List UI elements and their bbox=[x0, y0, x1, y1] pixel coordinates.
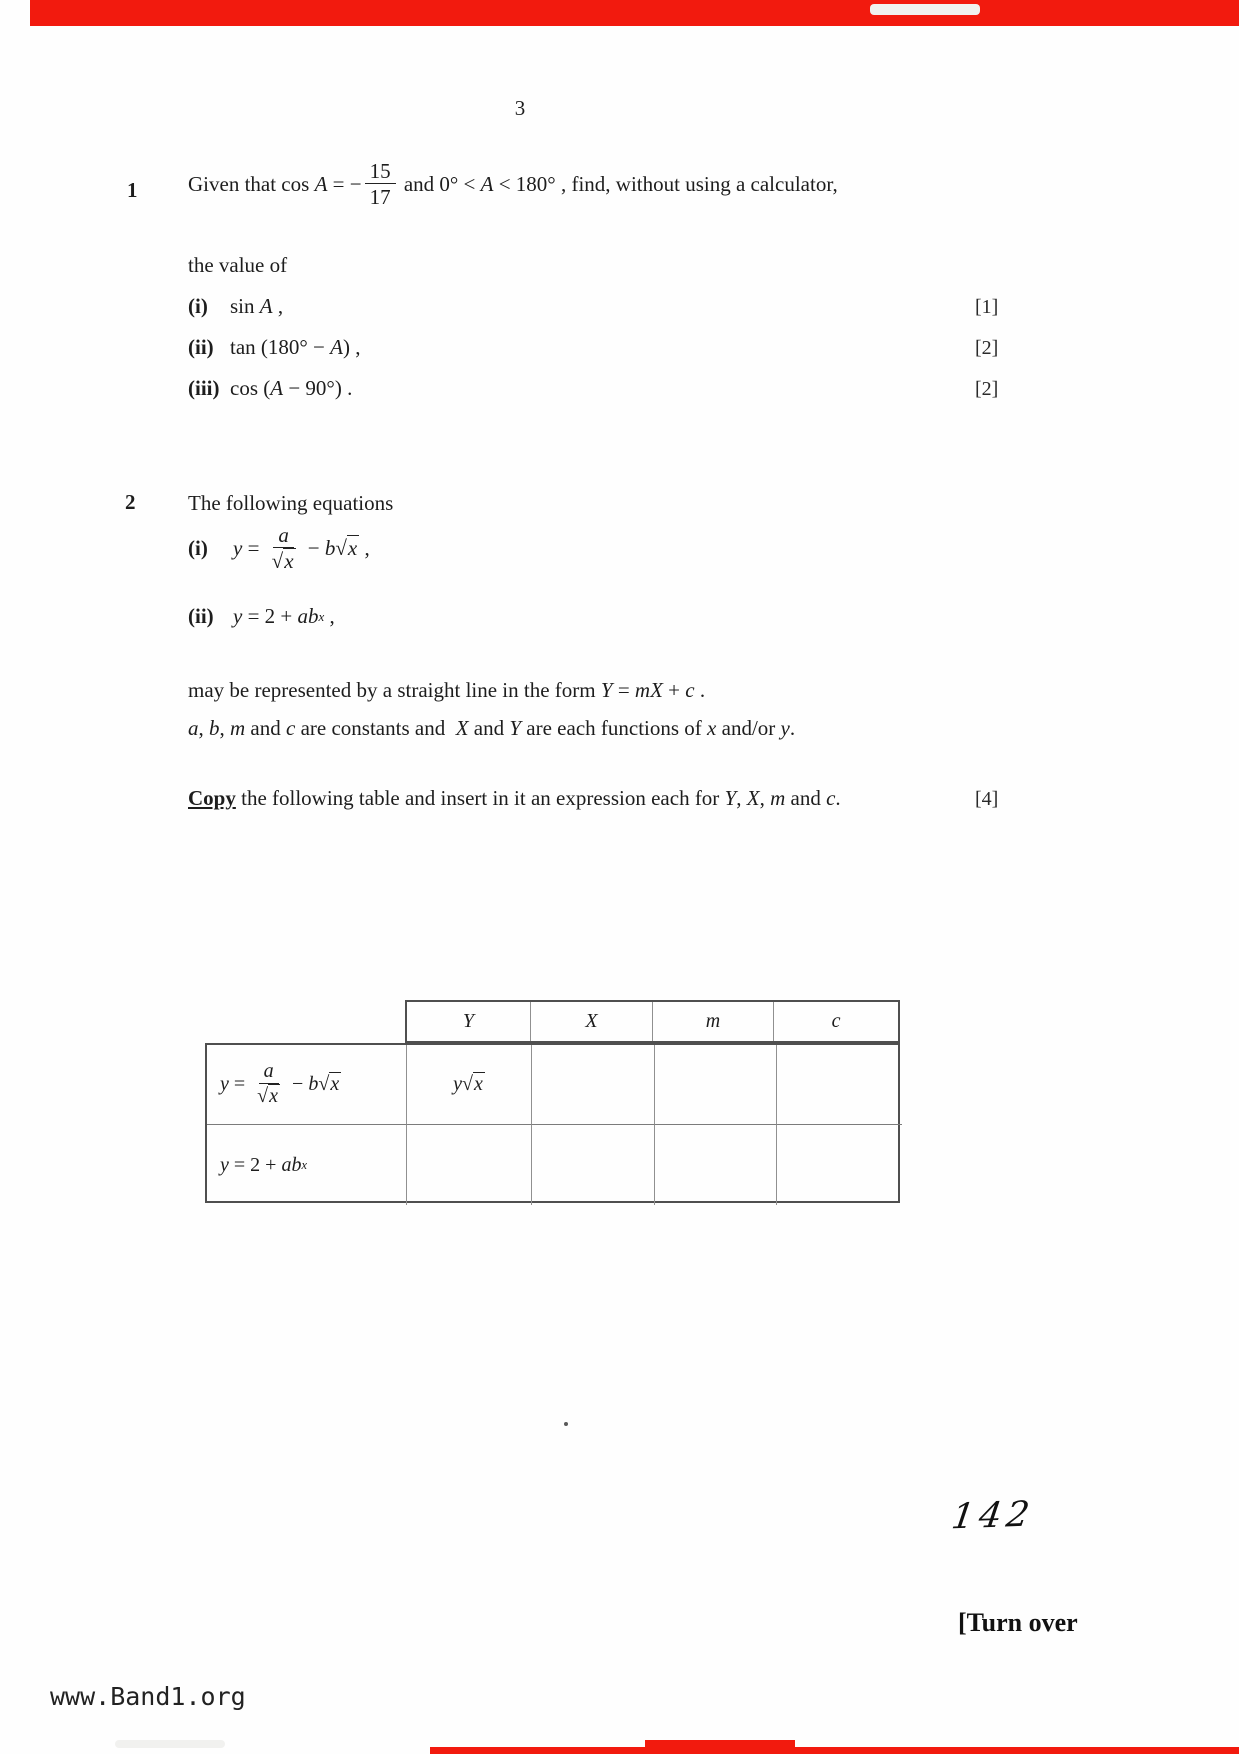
radicand: x bbox=[330, 1073, 340, 1095]
turn-over-label: [Turn over bbox=[958, 1608, 1078, 1637]
marks-badge: [4] bbox=[975, 788, 999, 810]
item-expression-end: − 90°) . bbox=[283, 376, 353, 400]
row2-equation bbox=[220, 1154, 307, 1177]
eq-comma: , bbox=[359, 536, 370, 561]
eq-ab: ab bbox=[297, 604, 319, 628]
scan-dot bbox=[564, 1422, 568, 1426]
eq-comma: , bbox=[324, 604, 335, 628]
q2-copy-instruction bbox=[188, 786, 841, 811]
watermark-url: www.Band1.org bbox=[50, 1682, 246, 1711]
marks-badge: [1] bbox=[975, 296, 999, 318]
table-row1-equation-cell bbox=[207, 1045, 407, 1125]
q1-var-A: A bbox=[480, 172, 494, 197]
para-text: are constants and bbox=[295, 716, 456, 740]
radicand: x bbox=[473, 1073, 483, 1095]
scan-noise bbox=[870, 4, 980, 15]
para-var: m bbox=[770, 786, 786, 810]
fraction-a-over-sqrt-x bbox=[268, 524, 300, 573]
para-var: mX bbox=[634, 678, 663, 702]
eq-minus: − bbox=[302, 536, 325, 561]
q1-text: < 180° , find, without using a calculator, bbox=[493, 172, 838, 197]
table-row1-X-cell bbox=[532, 1045, 655, 1125]
table-row1-Y-cell bbox=[407, 1045, 532, 1125]
radicand: x bbox=[347, 536, 358, 561]
para-text: , bbox=[198, 716, 209, 740]
para-text: , bbox=[759, 786, 771, 810]
fraction-denominator bbox=[253, 1084, 284, 1108]
eq-equals: = bbox=[228, 1073, 251, 1095]
fraction-denominator: 17 bbox=[369, 185, 391, 210]
fraction-numerator: a bbox=[259, 1061, 279, 1084]
table-row1-c-cell bbox=[777, 1045, 902, 1125]
table-row2-m-cell bbox=[655, 1125, 777, 1205]
item-var: A bbox=[330, 335, 343, 359]
eq-body: = 2 + bbox=[228, 1153, 282, 1176]
q1-item-ii bbox=[188, 335, 360, 360]
item-expression-end: ) , bbox=[342, 335, 361, 359]
page-number: 3 bbox=[514, 96, 526, 120]
para-var: c bbox=[826, 786, 836, 810]
eq-var-b: b bbox=[324, 536, 336, 561]
eq-var-y: y bbox=[220, 1073, 229, 1095]
table-row2-X-cell bbox=[532, 1125, 655, 1205]
sqrt-x bbox=[335, 536, 359, 561]
sqrt-icon: √ bbox=[318, 1073, 330, 1095]
para-var: Y bbox=[724, 786, 737, 810]
para-var: y bbox=[780, 716, 790, 740]
item-label: (i) bbox=[188, 536, 208, 561]
bottom-red-scan-blob bbox=[645, 1740, 795, 1754]
item-label: (i) bbox=[188, 294, 208, 318]
table-row2-equation-cell bbox=[207, 1125, 407, 1205]
question-1-number: 1 bbox=[127, 178, 138, 202]
item-var: A bbox=[270, 376, 284, 400]
table-header-Y: Y bbox=[407, 1002, 531, 1041]
handwritten-score: 142 bbox=[948, 1494, 1037, 1538]
item-label: (ii) bbox=[188, 604, 214, 628]
q1-the-value-of: the value of bbox=[188, 253, 288, 277]
sqrt-x bbox=[462, 1073, 485, 1096]
row1-equation bbox=[220, 1061, 341, 1108]
eq-body: = 2 + bbox=[242, 604, 298, 628]
eq-minus: − bbox=[287, 1073, 309, 1095]
para-text: + bbox=[662, 678, 686, 702]
q1-text: and 0° < bbox=[398, 172, 481, 197]
table-row2-c-cell bbox=[777, 1125, 902, 1205]
q1-item-i bbox=[188, 294, 283, 319]
fraction-15-17 bbox=[365, 160, 396, 209]
para-var: b bbox=[209, 716, 220, 740]
para-var: m bbox=[230, 716, 246, 740]
table-header-c: c bbox=[831, 1010, 841, 1032]
eq-equals: = bbox=[242, 536, 265, 561]
top-red-scan-bar bbox=[30, 0, 1239, 26]
para-text: the following table and insert in it an expression each for bbox=[235, 786, 725, 810]
para-var: Y bbox=[600, 678, 613, 702]
table-row2-Y-cell bbox=[407, 1125, 532, 1205]
item-expression-end: , bbox=[272, 294, 284, 318]
question-2-title: The following equations bbox=[188, 491, 394, 515]
q1-text: = − bbox=[327, 172, 362, 197]
item-label: (ii) bbox=[188, 335, 214, 359]
item-expression: sin bbox=[230, 294, 260, 318]
marks-badge: [2] bbox=[975, 337, 999, 359]
eq-exponent: x bbox=[318, 608, 325, 624]
radicand: x bbox=[269, 1085, 279, 1107]
sqrt-icon: √ bbox=[271, 549, 284, 574]
para-text: . bbox=[835, 786, 841, 810]
sqrt-icon: √ bbox=[462, 1073, 473, 1095]
table-header-m: m bbox=[653, 1002, 774, 1041]
para-text: = bbox=[612, 678, 635, 702]
eq-var-y: y bbox=[233, 604, 243, 628]
fraction-a-over-sqrt-x bbox=[253, 1061, 284, 1108]
question-2-number: 2 bbox=[125, 490, 136, 514]
para-var: a bbox=[188, 716, 199, 740]
q2-equation-ii bbox=[188, 604, 335, 629]
para-var: c bbox=[286, 716, 296, 740]
para-text: and bbox=[468, 716, 510, 740]
para-var: x bbox=[707, 716, 717, 740]
para-var: X bbox=[455, 716, 469, 740]
question-1-stem bbox=[188, 160, 838, 209]
table-row1-m-cell bbox=[655, 1045, 777, 1125]
q1-item-iii bbox=[188, 376, 352, 401]
table-header-X: X bbox=[531, 1002, 653, 1041]
sqrt-icon: √ bbox=[335, 536, 347, 561]
eq-var-y: y bbox=[233, 536, 243, 561]
q2-equation-i bbox=[188, 524, 370, 573]
marks-badge: [2] bbox=[975, 378, 999, 400]
item-expression: tan (180° − bbox=[230, 335, 331, 359]
fraction-numerator: a bbox=[273, 524, 294, 548]
table-body bbox=[205, 1043, 900, 1203]
eq-var-y: y bbox=[220, 1153, 229, 1176]
table-header-row bbox=[405, 1000, 900, 1043]
scan-noise bbox=[115, 1740, 225, 1748]
para-var: X bbox=[746, 786, 760, 810]
para-text: . bbox=[694, 678, 706, 702]
para-text: , bbox=[736, 786, 747, 810]
eq-var-y: y bbox=[453, 1073, 462, 1095]
para-text: and bbox=[245, 716, 286, 740]
para-text: and/or bbox=[716, 716, 781, 740]
q1-text: Given that cos bbox=[188, 172, 315, 197]
q1-var-A: A bbox=[314, 172, 328, 197]
para-text: . bbox=[789, 716, 796, 740]
para-text: and bbox=[785, 786, 827, 810]
eq-var-b: b bbox=[308, 1073, 319, 1095]
para-text: may be represented by a straight line in the form bbox=[188, 678, 601, 702]
para-var: Y bbox=[509, 716, 522, 740]
fraction-numerator: 15 bbox=[365, 160, 396, 184]
copy-word: Copy bbox=[188, 786, 236, 810]
q2-paragraph-constants bbox=[188, 716, 795, 741]
eq-ab: ab bbox=[281, 1153, 302, 1176]
eq-exponent: x bbox=[301, 1157, 307, 1172]
bottom-red-scan-bar bbox=[430, 1747, 1239, 1754]
item-var: A bbox=[259, 294, 273, 318]
sqrt-icon: √ bbox=[257, 1085, 269, 1107]
y-sqrt-x bbox=[453, 1073, 485, 1096]
sqrt-x bbox=[318, 1073, 341, 1096]
q2-paragraph-straight-line bbox=[188, 678, 705, 703]
item-label: (iii) bbox=[188, 376, 220, 400]
radicand: x bbox=[284, 549, 294, 574]
para-text: are each functions of bbox=[521, 716, 708, 740]
para-var: c bbox=[685, 678, 695, 702]
fraction-denominator bbox=[268, 548, 300, 573]
item-expression: cos ( bbox=[230, 376, 271, 400]
para-text: , bbox=[219, 716, 230, 740]
